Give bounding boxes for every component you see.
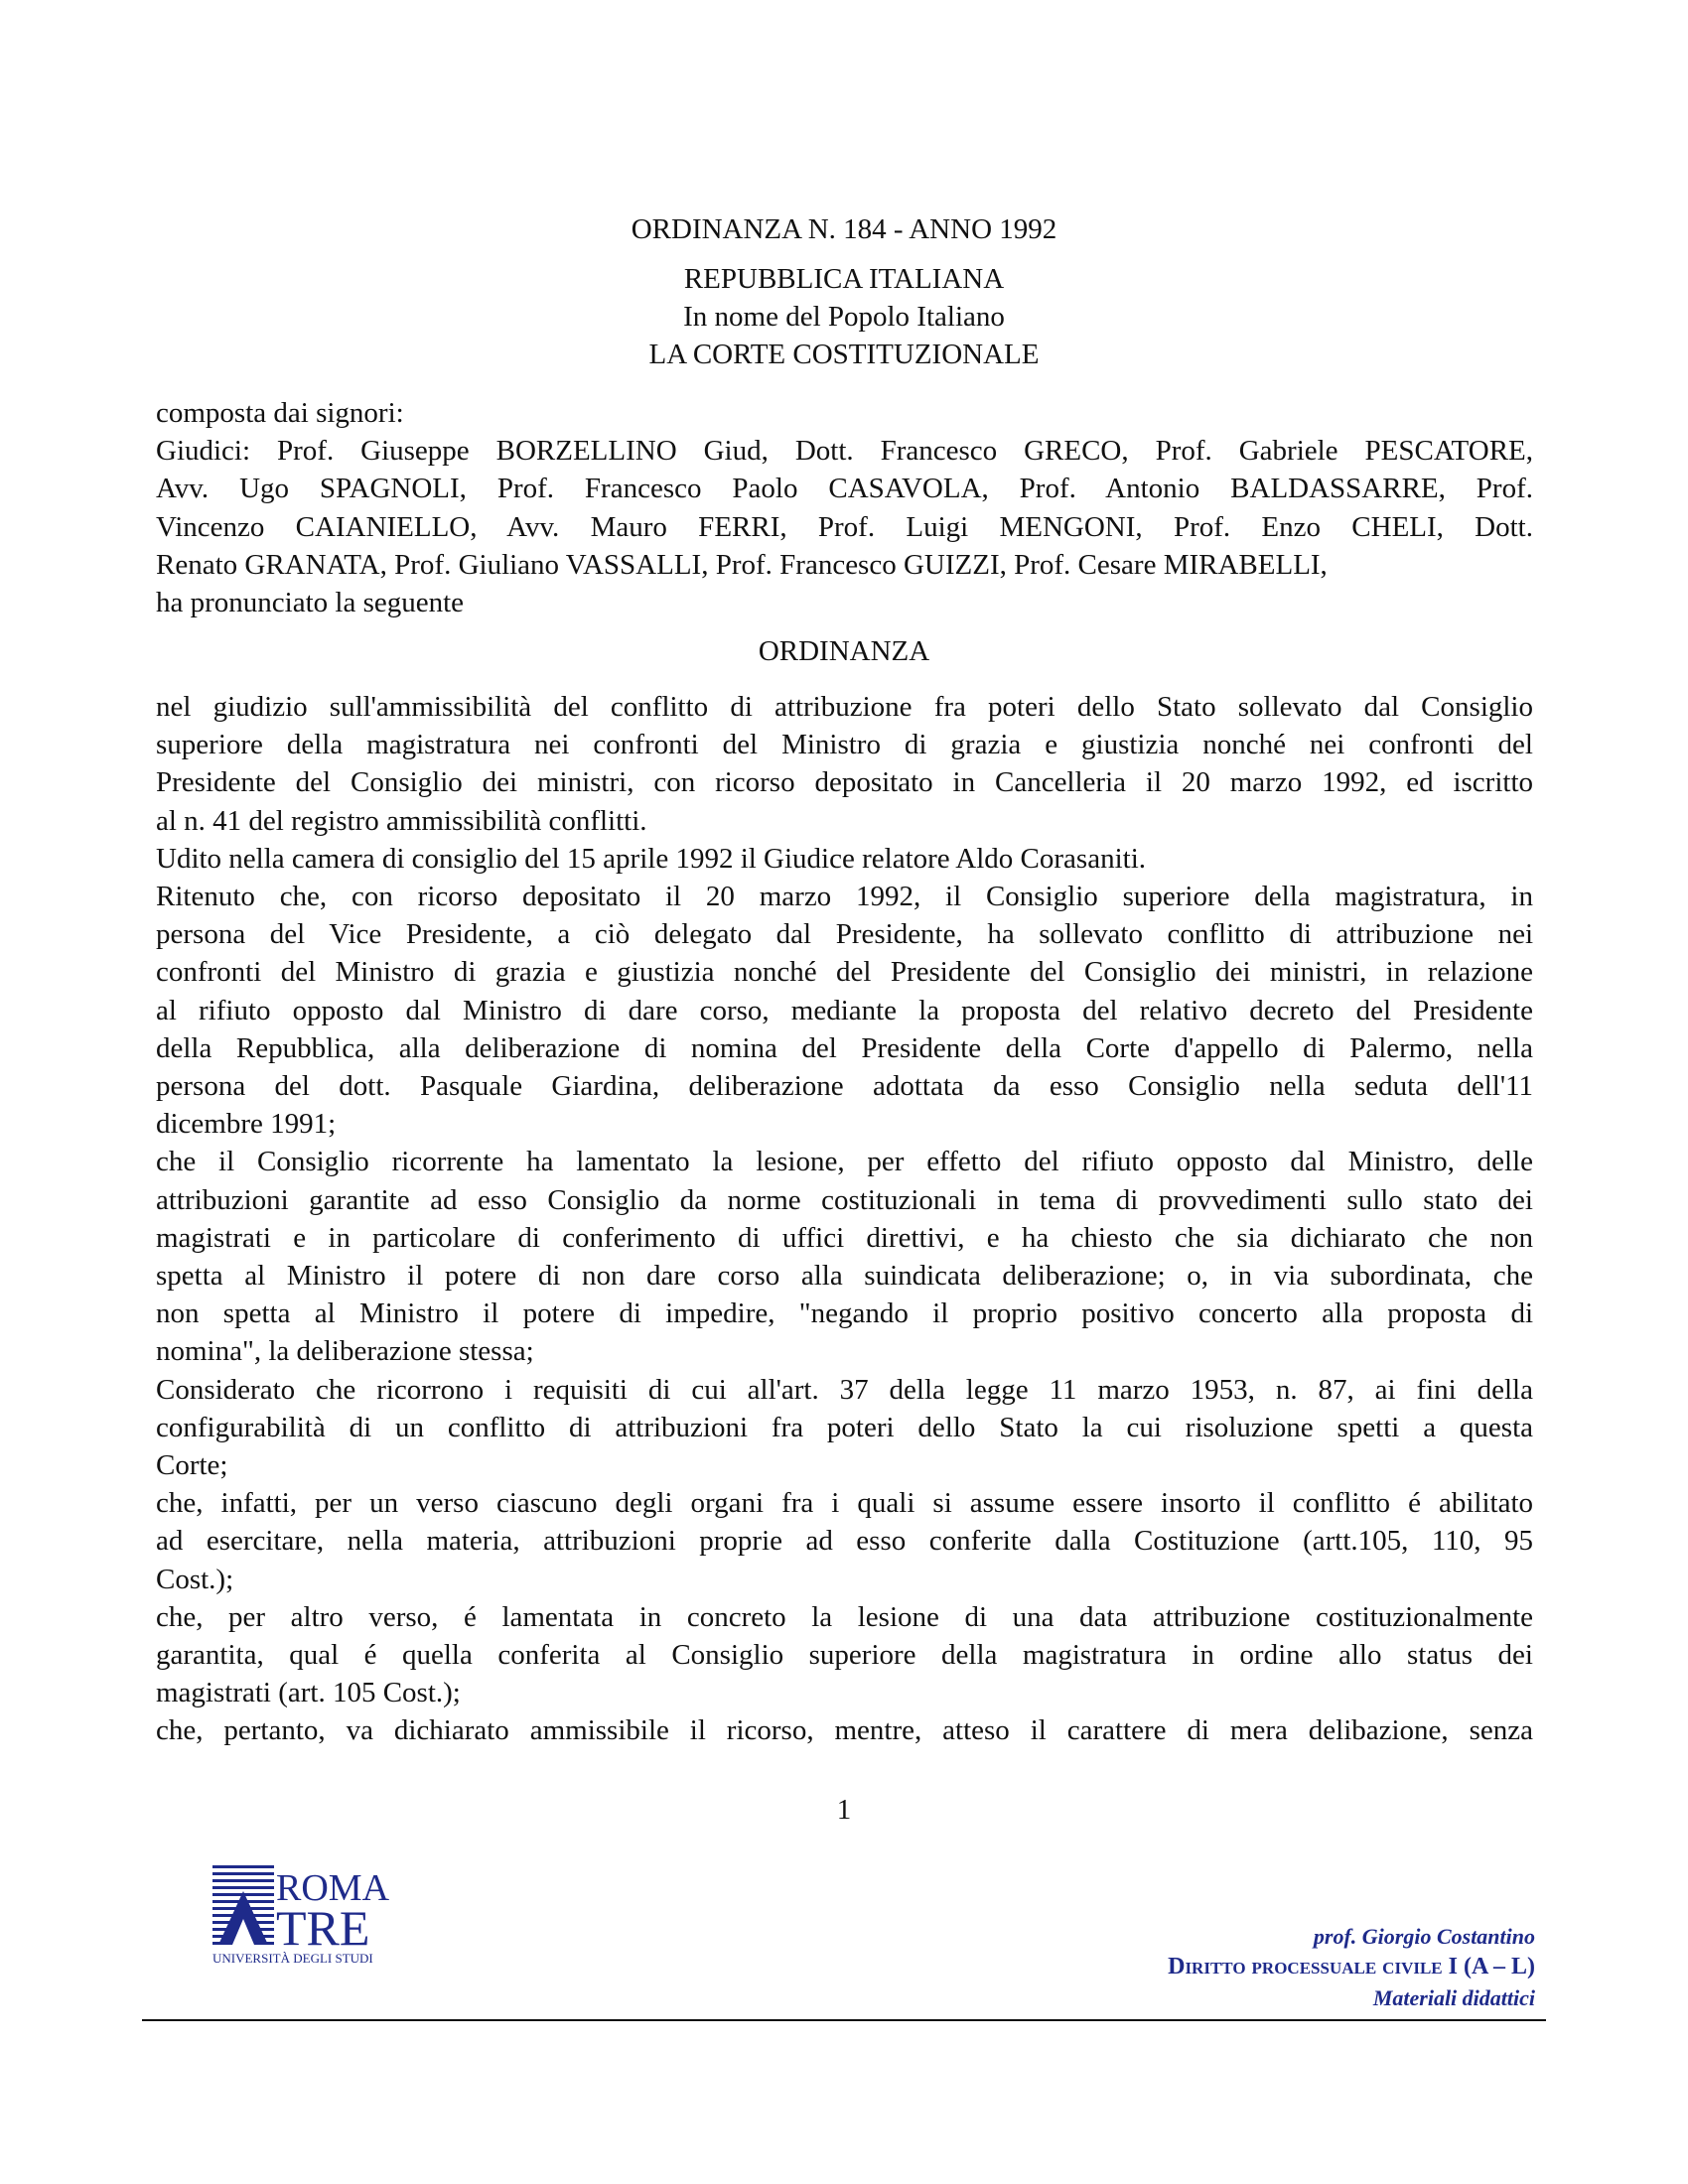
judges-line: Vincenzo CAIANIELLO, Avv. Mauro FERRI, Prof. Luigi MENGONI, Prof. Enzo CHELI, Dott. — [156, 510, 1533, 543]
document-title: ORDINANZA N. 184 - ANNO 1992 — [631, 213, 1057, 245]
composition-block — [156, 394, 1533, 621]
logo-roma-text: ROMA — [276, 1867, 390, 1909]
body-line: Considerato che ricorrono i requisiti di cui all'art. 37 della legge 11 marzo 1953, n. 87, ai fini della — [156, 1373, 1533, 1406]
body-line: Cost.); — [156, 1563, 234, 1595]
body-line: Corte; — [156, 1449, 228, 1482]
court-heading: LA CORTE COSTITUZIONALE — [648, 339, 1040, 370]
body-line: attribuzioni garantite ad esso Consiglio da norme costituzionali in tema di provvedimenti sullo stato dei — [156, 1183, 1533, 1216]
ordinanza-body — [156, 688, 1533, 1750]
body-line: spetta al Ministro il potere di non dare corso alla suindicata deliberazione; o, in via subordinata, che — [156, 1260, 1533, 1293]
body-line: non spetta al Ministro il potere di impedire, "negando il proprio positivo concerto alla proposta di — [156, 1297, 1533, 1330]
body-line: magistrati (art. 105 Cost.); — [156, 1677, 461, 1709]
footer-divider — [142, 2019, 1546, 2021]
body-line: che, infatti, per un verso ciascuno degli organi fra i quali si assume essere insorto il conflitto é abilitato — [156, 1487, 1533, 1520]
body-line: della Repubblica, alla deliberazione di nomina del Presidente della Corte d'appello di Palermo, nella — [156, 1031, 1533, 1064]
body-line: confronti del Ministro di grazia e giustizia nonché del Presidente del Consiglio dei ministri, in relazione — [156, 956, 1533, 989]
body-line: ad esercitare, nella materia, attribuzioni proprie ad esso conferite dalla Costituzione (artt.105, 110, 95 — [156, 1525, 1533, 1558]
body-line: Udito nella camera di consiglio del 15 aprile 1992 il Giudice relatore Aldo Corasaniti. — [156, 842, 1147, 875]
roma-tre-logo-graphic — [212, 1863, 411, 1973]
footer-materials: Materiali didattici — [1372, 1985, 1535, 2010]
body-line: Ritenuto che, con ricorso depositato il 20 marzo 1992, il Consiglio superiore della magistratura, in — [156, 881, 1533, 913]
composition-intro: composta dai signori: — [156, 397, 404, 429]
logo-tre-text: TRE — [276, 1900, 370, 1956]
body-line: persona del Vice Presidente, a ciò delegato dal Presidente, ha sollevato conflitto di attribuzione nei — [156, 918, 1533, 951]
roma-tre-logo — [212, 1863, 411, 1973]
body-line: superiore della magistratura nei confronti del Ministro di grazia e giustizia nonché nei confronti del — [156, 729, 1533, 761]
body-line: magistrati e in particolare di conferimento di uffici direttivi, e ha chiesto che sia dichiarato che non — [156, 1221, 1533, 1254]
footer-course: Diritto processuale civile I (A – L) — [1168, 1954, 1535, 1979]
body-line: garantita, qual é quella conferita al Consiglio superiore della magistratura in ordine allo status dei — [156, 1639, 1533, 1672]
republic-heading: REPUBBLICA ITALIANA — [683, 263, 1005, 295]
judges-line: Renato GRANATA, Prof. Giuliano VASSALLI, Prof. Francesco GUIZZI, Prof. Cesare MIRABELLI, — [156, 548, 1328, 581]
body-line: che, pertanto, va dichiarato ammissibile il ricorso, mentre, atteso il carattere di mera delibazione, senza — [156, 1714, 1533, 1747]
page-number: 1 — [836, 1794, 852, 1826]
composition-closing: ha pronunciato la seguente — [156, 587, 465, 619]
body-line: al rifiuto opposto dal Ministro di dare corso, mediante la proposta del relativo decreto del Presidente — [156, 994, 1533, 1026]
body-line: che, per altro verso, é lamentata in concreto la lesione di una data attribuzione costituzionalmente — [156, 1600, 1533, 1633]
body-line: configurabilità di un conflitto di attribuzioni fra poteri dello Stato la cui risoluzione spetti a questa — [156, 1411, 1533, 1443]
body-line: nel giudizio sull'ammissibilità del conflitto di attribuzione fra poteri dello Stato sollevato dal Consiglio — [156, 691, 1533, 723]
body-line: al n. 41 del registro ammissibilità conflitti. — [156, 804, 647, 837]
body-line: persona del dott. Pasquale Giardina, deliberazione adottata da esso Consiglio nella seduta dell'11 — [156, 1070, 1533, 1103]
body-line: nomina", la deliberazione stessa; — [156, 1335, 534, 1368]
judges-line: Avv. Ugo SPAGNOLI, Prof. Francesco Paolo CASAVOLA, Prof. Antonio BALDASSARRE, Prof. — [156, 473, 1533, 505]
ordinanza-heading: ORDINANZA — [758, 635, 930, 667]
judges-line: Giudici: Prof. Giuseppe BORZELLINO Giud, Dott. Francesco GRECO, Prof. Gabriele PESCATORE, — [156, 435, 1533, 468]
logo-caption: UNIVERSITÀ DEGLI STUDI — [212, 1951, 373, 1966]
body-line: Presidente del Consiglio dei ministri, con ricorso depositato in Cancelleria il 20 marzo 1992, ed iscritto — [156, 766, 1533, 799]
body-line: che il Consiglio ricorrente ha lamentato la lesione, per effetto del rifiuto opposto dal Ministro, delle — [156, 1146, 1533, 1178]
footer-author: prof. Giorgio Costantino — [1313, 1924, 1535, 1949]
people-heading: In nome del Popolo Italiano — [683, 301, 1005, 333]
footer-credits — [1168, 1921, 1535, 2013]
body-line: dicembre 1991; — [156, 1108, 337, 1141]
